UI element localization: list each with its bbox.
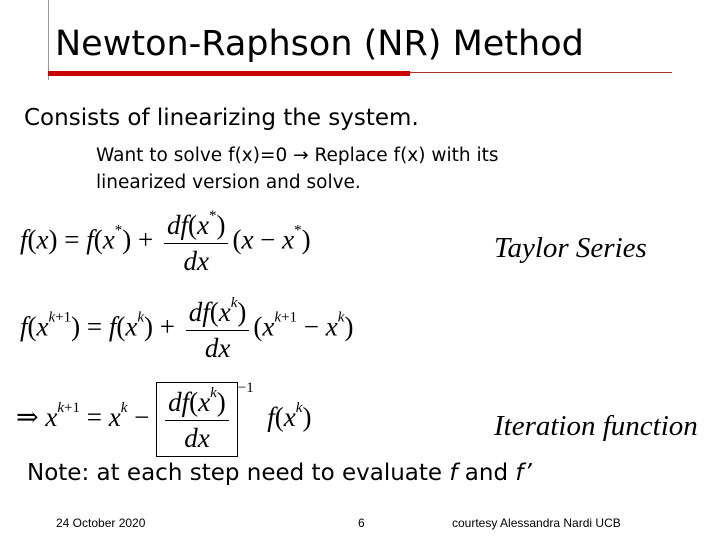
subtext (96, 142, 656, 196)
note-prefix: Note: at each step need to evaluate (27, 460, 450, 486)
note-and: and (457, 460, 516, 486)
derivative-fraction: $\frac{df(x^*)}{dx}$ (164, 208, 229, 277)
title-underline-accent (48, 71, 410, 76)
footer-credit: courtesy Alessandra Nardi UCB (452, 516, 621, 530)
note-f: f (449, 460, 458, 486)
note-text (27, 460, 532, 486)
subtext-line-2: linearized version and solve. (96, 172, 361, 193)
footer-date: 24 October 2020 (56, 516, 146, 530)
note-fprime: f’ (515, 460, 532, 486)
label-iteration-function: Iteration function (494, 410, 698, 442)
slide-title: Newton-Raphson (NR) Method (55, 24, 584, 64)
equation-taylor: f(x) = f(x*) + $\frac{df(x^*)}{dx}$ (x − x*) (20, 208, 311, 276)
label-taylor-series: Taylor Series (494, 232, 647, 264)
intro-text: Consists of linearizing the system. (24, 105, 419, 131)
equation-linearized: $f(x^{k+1}) = f(x^k)$ + $\frac{df(x^k)}{dx}$ $(x^{k+1} - x^k)$ (20, 295, 354, 363)
subtext-line-1: Want to solve f(x)=0 → Replace f(x) with its (96, 145, 499, 166)
title-left-rule (48, 0, 49, 80)
derivative-fraction: $\frac{df(x^k)}{dx}$ (186, 295, 250, 364)
title-underline-rule (410, 72, 672, 73)
inverse-bracket: $\frac{df(x^k)}{dx}$ (156, 382, 238, 457)
equation-iteration: ⇒ $x^{k+1} = x^k$ − $\frac{df(x^k)}{dx}$ $^{-1}$ $f(x^k)$ (16, 380, 311, 457)
footer-page-number: 6 (358, 516, 365, 530)
